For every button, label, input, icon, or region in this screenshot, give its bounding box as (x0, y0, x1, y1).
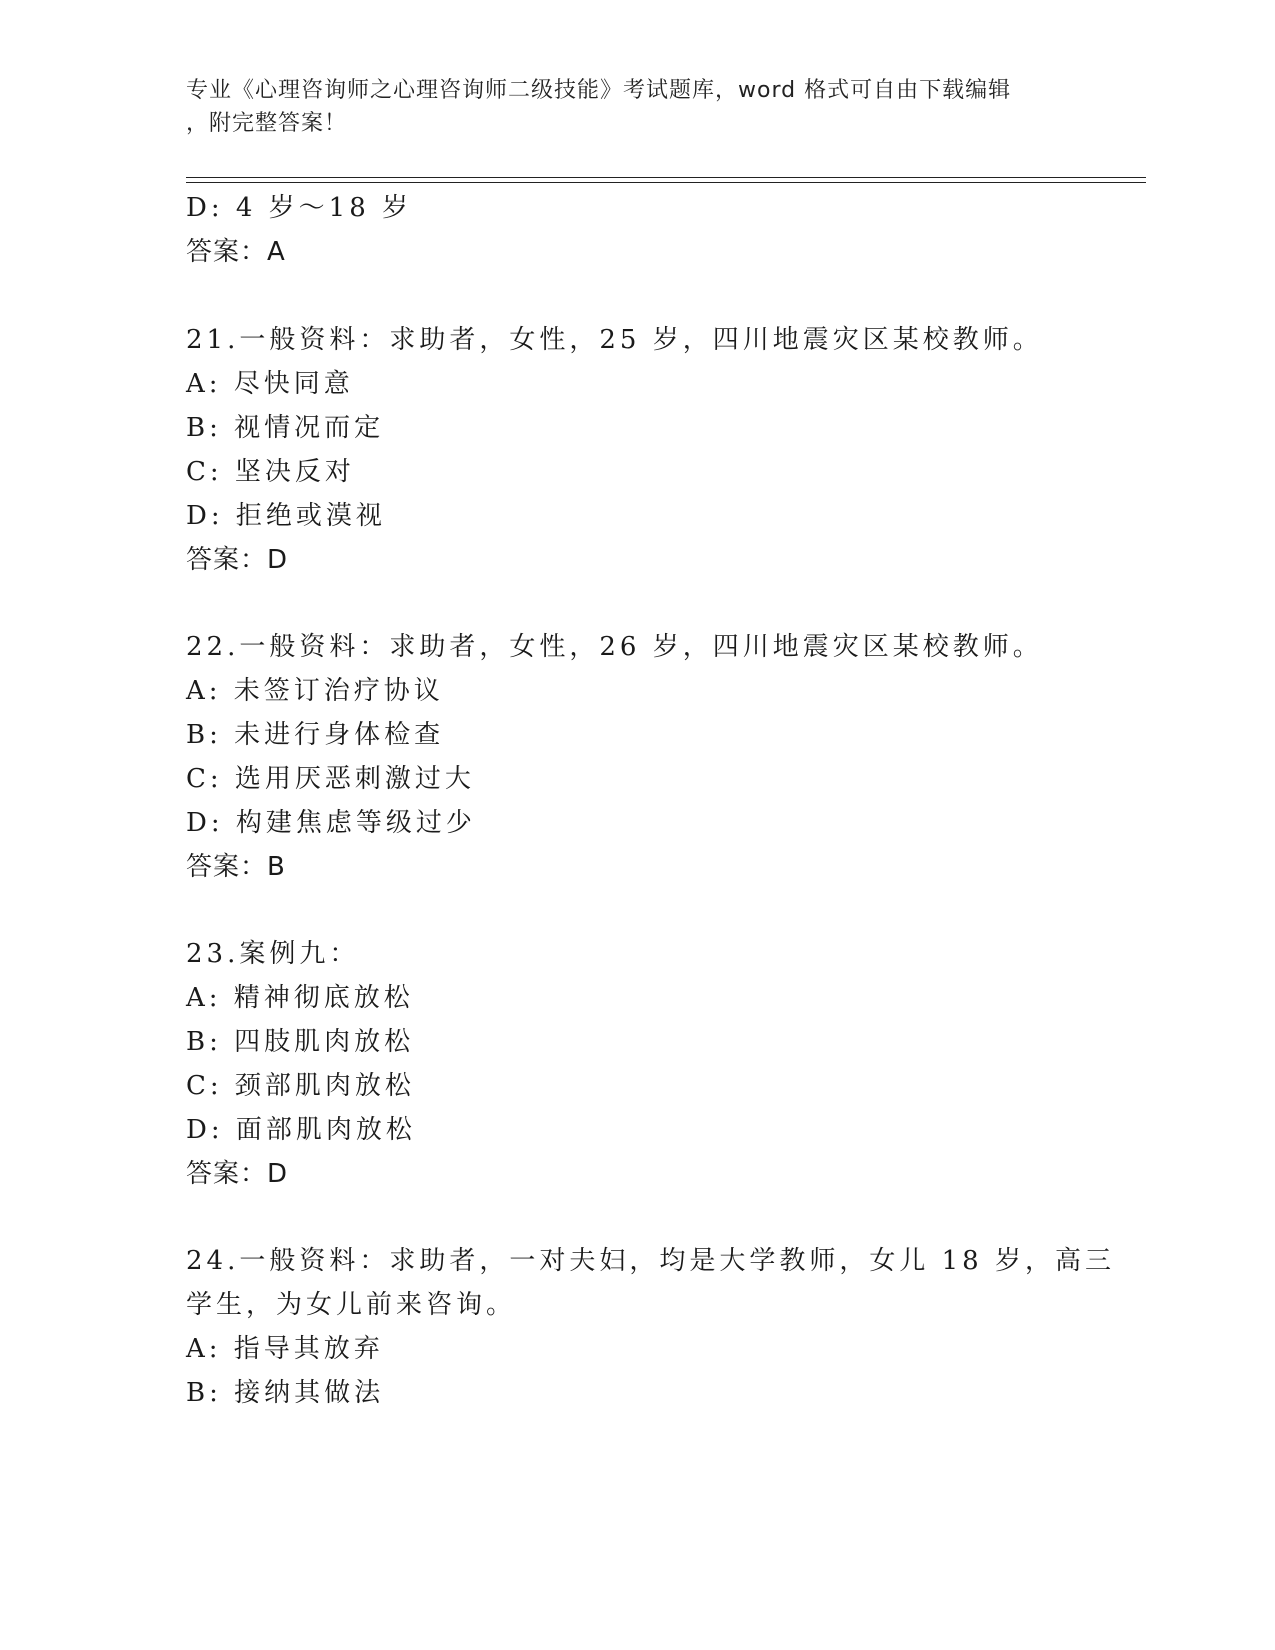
option-d: D: 拒绝或漠视 (186, 501, 386, 531)
option-b: B: 四肢肌肉放松 (186, 1027, 415, 1057)
option-d: D: 4 岁～18 岁 (186, 193, 413, 223)
option-a: A: 尽快同意 (186, 369, 354, 399)
question-stem-continued: 学生，为女儿前来咨询。 (186, 1290, 517, 1320)
header-line-2: ，附完整答案！ (186, 111, 348, 136)
option-c: C: 颈部肌肉放松 (186, 1071, 415, 1101)
answer-label: 答案：B (186, 852, 286, 882)
option-a: A: 未签订治疗协议 (186, 676, 444, 706)
option-c: C: 选用厌恶刺激过大 (186, 764, 475, 794)
question-stem: 21.一般资料：求助者，女性，25 岁，四川地震灾区某校教师。 (186, 325, 1043, 355)
question-stem: 23.案例九： (186, 939, 360, 969)
option-d: D: 构建焦虑等级过少 (186, 808, 476, 838)
header-line-1: 专业《心理咨询师之心理咨询师二级技能》考试题库，word 格式可自由下载编辑 (186, 78, 1012, 103)
option-a: A: 指导其放弃 (186, 1334, 384, 1364)
answer-label: 答案：D (186, 1159, 289, 1189)
option-c: C: 坚决反对 (186, 457, 355, 487)
option-a: A: 精神彻底放松 (186, 983, 414, 1013)
document-header (186, 74, 1086, 140)
header-divider-bottom (186, 182, 1146, 183)
option-b: B: 接纳其做法 (186, 1378, 385, 1408)
option-b: B: 未进行身体检查 (186, 720, 445, 750)
option-b: B: 视情况而定 (186, 413, 385, 443)
answer-label: 答案：D (186, 545, 289, 575)
answer-label: 答案：A (186, 237, 286, 267)
question-stem: 24.一般资料：求助者，一对夫妇，均是大学教师，女儿 18 岁，高三 (186, 1246, 1115, 1276)
header-divider-top (186, 177, 1146, 178)
question-stem: 22.一般资料：求助者，女性，26 岁，四川地震灾区某校教师。 (186, 632, 1043, 662)
option-d: D: 面部肌肉放松 (186, 1115, 416, 1145)
